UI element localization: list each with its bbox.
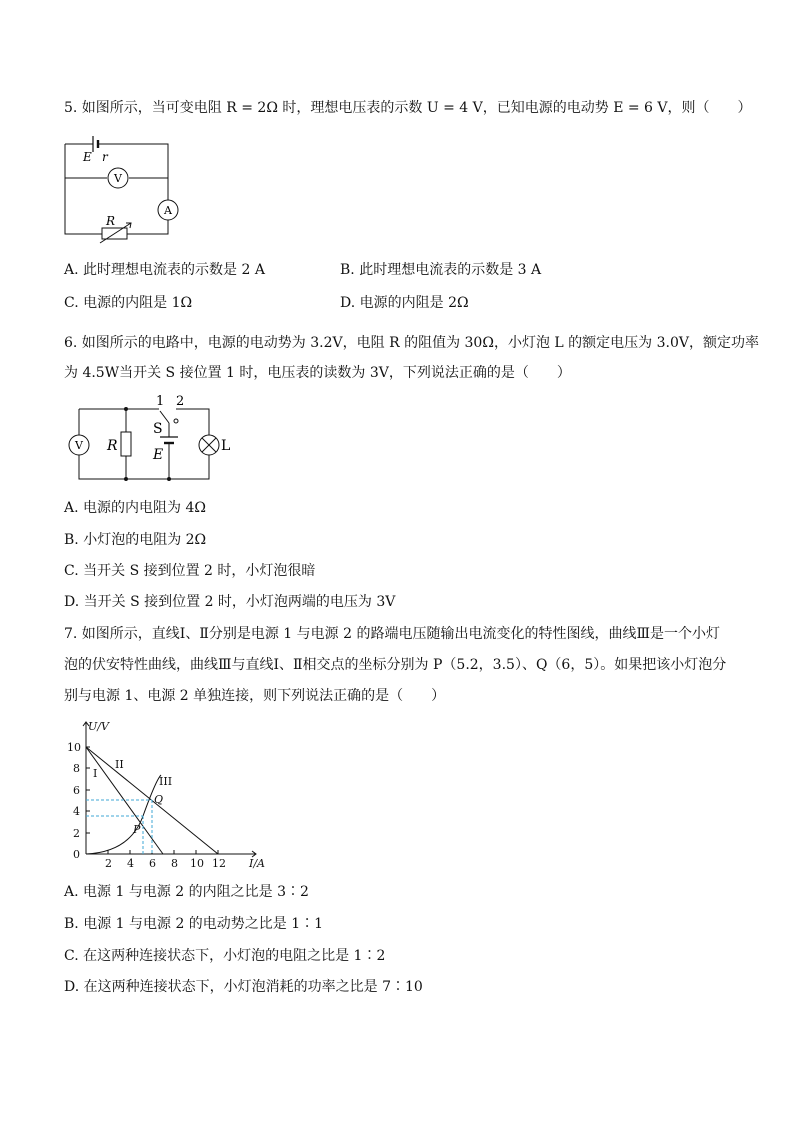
q5-voltmeter-label: V — [114, 172, 122, 185]
q6-stem-line-2: 为 4.5W当开关 S 接位置 1 时，电压表的读数为 3V，下列说法正确的是（ ） — [64, 365, 571, 381]
q7-option-a: A. 电源 1 与电源 2 的内阻之比是 3∶2 — [64, 884, 309, 900]
q6-voltmeter-label: V — [75, 439, 83, 452]
q7-stem-line-3: 别与电源 1、电源 2 单独连接，则下列说法正确的是（ ） — [64, 688, 446, 704]
q5-stem: 5. 如图所示，当可变电阻 R = 2Ω 时，理想电压表的示数 U = 4 V，已知电源的电动势 E = 6 V，则（ ） — [64, 100, 752, 116]
q7-ytick-6: 6 — [73, 784, 80, 797]
q5-ammeter-label: A — [164, 204, 172, 217]
q7-option-d: D. 在这两种连接状态下，小灯泡消耗的功率之比是 7∶10 — [64, 979, 423, 995]
q6-R-label: R — [107, 438, 118, 454]
q5-option-d: D. 电源的内阻是 2Ω — [340, 295, 469, 311]
q7-xtick-4: 4 — [127, 857, 134, 870]
q7-xtick-2: 2 — [105, 857, 112, 870]
q7-point-P-label: P — [133, 823, 141, 836]
q7-xtick-12: 12 — [212, 857, 226, 870]
q6-pos1-label: 1 — [156, 394, 165, 409]
q7-xtick-8: 8 — [171, 857, 178, 870]
q7-origin-label: 0 — [73, 848, 80, 861]
q7-line-II-label: II — [115, 758, 124, 771]
q6-option-a: A. 电源的内电阻为 4Ω — [64, 500, 206, 516]
q5-R-label: R — [106, 214, 116, 228]
q6-option-c: C. 当开关 S 接到位置 2 时，小灯泡很暗 — [64, 563, 316, 579]
q7-point-Q-label: Q — [154, 793, 164, 806]
q6-option-d: D. 当开关 S 接到位置 2 时，小灯泡两端的电压为 3V — [64, 594, 396, 610]
q5-circuit-diagram — [60, 132, 190, 244]
q5-option-b: B. 此时理想电流表的示数是 3 A — [340, 262, 542, 278]
q7-ylabel: U/V — [88, 720, 109, 733]
q5-option-a: A. 此时理想电流表的示数是 2 A — [64, 262, 265, 278]
q7-ytick-8: 8 — [73, 762, 80, 775]
q7-ytick-2: 2 — [73, 827, 80, 840]
q7-ytick-10: 10 — [67, 741, 81, 754]
q7-xlabel: I/A — [249, 857, 265, 870]
q6-stem-line-1: 6. 如图所示的电路中，电源的电动势为 3.2V，电阻 R 的阻值为 30Ω，小灯泡 L 的额定电压为 3.0V，额定功率 — [64, 335, 759, 351]
q7-option-c: C. 在这两种连接状态下，小灯泡的电阻之比是 1∶2 — [64, 948, 386, 964]
q7-ui-graph — [60, 714, 280, 874]
q6-pos2-label: 2 — [176, 394, 185, 409]
q7-ytick-4: 4 — [73, 805, 80, 818]
q6-S-label: S — [153, 421, 163, 437]
q6-L-label: L — [221, 438, 231, 454]
q7-xtick-10: 10 — [190, 857, 204, 870]
q6-E-label: E — [153, 447, 164, 463]
q7-stem-line-2: 泡的伏安特性曲线，曲线Ⅲ与直线Ⅰ、Ⅱ相交点的坐标分别为 P（5.2，3.5）、Q（6，5）。如果把该小灯泡分 — [64, 657, 727, 673]
q7-xtick-6: 6 — [149, 857, 156, 870]
q7-line-I-label: I — [93, 767, 98, 780]
q7-option-b: B. 电源 1 与电源 2 的电动势之比是 1∶1 — [64, 916, 324, 932]
q6-circuit-diagram — [64, 393, 244, 485]
q6-option-b: B. 小灯泡的电阻为 2Ω — [64, 532, 207, 548]
q5-E-label: E — [83, 150, 92, 164]
q7-stem-line-1: 7. 如图所示，直线Ⅰ、Ⅱ分别是电源 1 与电源 2 的路端电压随输出电流变化的特性图线，曲线Ⅲ是一个小灯 — [64, 626, 720, 642]
q7-curve-III-label: III — [159, 775, 173, 788]
q5-option-c: C. 电源的内阻是 1Ω — [64, 295, 193, 311]
q5-r-label: r — [102, 150, 108, 164]
